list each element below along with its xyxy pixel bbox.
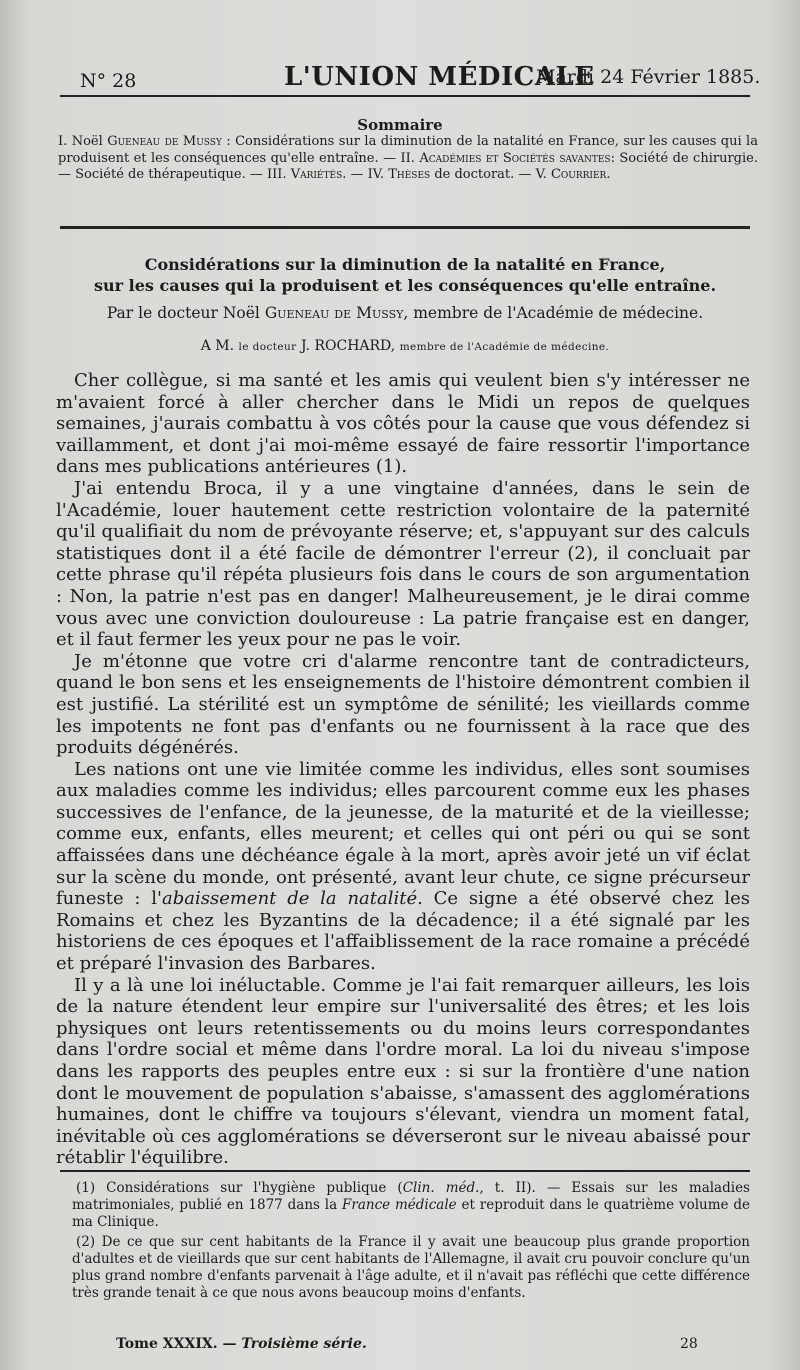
byline-suffix: , membre de l'Académie de médecine.: [403, 304, 704, 322]
paragraph-2: J'ai entendu Broca, il y a une vingtaine d'années, dans le sein de l'Académie, louer hautement cette restriction volontaire de la paternité qu'il qualifiait du nom de prévoyante réserve; et, s'appuyant sur des calculs statistiques dont il a été facile de démontrer l'erreur (2), il concluait par cette phrase qu'il répéta plusieurs fois dans le cours de son argumentation : Non, la patrie n'est pas en danger! Malheureusement, je le dirai comme vous avec une conviction douloureuse : La patrie française est en danger, et il faut fermer les yeux pour ne pas le voir.: [56, 477, 750, 651]
article-title-line-1: Considérations sur la diminution de la natalité en France,: [144, 255, 666, 274]
address-recipient: J. ROCHARD,: [301, 338, 396, 354]
footnote-1-text-mid: , t. II). — Essais sur les maladies matrimoniales, publié en 1877 dans la: [72, 1180, 750, 1213]
footer-volume-text: Tome XXXIX. —: [116, 1336, 237, 1352]
sommaire-item-4-label: Thèses: [388, 167, 431, 182]
footnote-1-text-end: et reproduit dans le quatrième volume de ma Clinique.: [72, 1197, 750, 1230]
footer-volume: [116, 1336, 367, 1352]
paragraph-4-text-end: . Ce signe a été observé chez les Romains et chez les Byzantins de la décadence; il a été signalé par les historiens de ces époques et l'affaiblissement de la race romaine a précédé et préparé l'invasion des Barbares.: [56, 888, 750, 975]
sommaire-item-1-number: I.: [58, 134, 68, 149]
paragraph-5: Il y a là une loi inéluctable. Comme je l'ai fait remarquer ailleurs, les lois de la nature étendent leur empire sur l'universalité des êtres; et les lois physiques ont leurs retentissements ou du moins leurs correspondantes dans l'ordre social et même dans l'ordre moral. La loi du niveau s'impose dans les rapports des peuples entre eux : si sur la frontière d'une nation dont le mouvement de population s'abaisse, s'amassent des agglomérations humaines, dont le chiffre va toujours s'élevant, viendra un moment fatal, inévitable où ces agglomérations se déverseront sur le niveau abaissé pour rétablir l'équilibre.: [56, 974, 750, 1169]
issue-number: N° 28: [80, 70, 137, 92]
paragraph-4-text: Les nations ont une vie limitée comme les individus, elles sont soumises aux maladies comme les individus; elles parcourent comme eux les phases successives de l'enfance, de la jeunesse, de la maturité et de la vieillesse; comme eux, enfants, elles meurent; et celles qui ont péri ou qui se sont affaissées dans une déchéance égale à la mort, après avoir jeté un vif éclat sur la scène du monde, ont présenté, avant leur chute, ce signe précurseur funeste : l': [56, 758, 750, 910]
article-title-line-2: sur les causes qui la produisent et les conséquences qu'elle entraîne.: [93, 276, 717, 295]
header-rule: [60, 95, 750, 97]
article-title: [60, 254, 750, 296]
byline-prefix: Par le docteur Noël: [106, 304, 260, 322]
sommaire-item-4-number: IV.: [367, 167, 385, 182]
sommaire-item-2-label: Académies et Sociétés savantes: [419, 150, 611, 166]
sommaire-list: [58, 134, 758, 184]
sommaire-item-5-label: Courrier.: [550, 167, 611, 182]
footnote-1-emphasis-2: France médicale: [342, 1197, 457, 1213]
issue-date: Mardi 24 Février 1885.: [536, 66, 761, 88]
byline-author: Gueneau de Mussy: [264, 304, 404, 322]
paragraph-4: [56, 759, 750, 975]
sommaire-item-4-text: de doctorat. —: [434, 167, 532, 182]
article-address: [60, 338, 750, 354]
address-title: le docteur: [238, 341, 297, 353]
sommaire-item-1-text: : Considérations sur la diminution de la natalité en France, sur les causes qui la produisent et les conséquences qu'elle entraîne. —: [58, 134, 758, 166]
sommaire-item-2-text: : Société de chirurgie. — Société de thérapeutique. —: [58, 150, 758, 182]
footnotes: [72, 1180, 750, 1305]
sommaire-item-1-author-first: Noël: [71, 134, 103, 149]
page-number: 28: [680, 1336, 698, 1352]
paragraph-3: Je m'étonne que votre cri d'alarme rencontre tant de contradicteurs, quand le bon sens et les enseignements de l'histoire démontrent combien il est justifié. La stérilité est un symptôme de sénilité; les vieillards comme les impotents ne font pas d'enfants ou ne fournissent à la race que des produits dégénérés.: [56, 650, 750, 759]
paragraph-1: Cher collègue, si ma santé et les amis qui veulent bien s'y intéresser ne m'avaient forcé à aller chercher dans le Midi un repos de quelques semaines, j'aurais combattu à vos côtés pour la cause que vous défendez si vaillamment, et dont j'ai moi-même essayé de faire ressortir l'importance dans mes publications antérieures (1).: [56, 370, 750, 478]
sommaire-heading: Sommaire: [357, 116, 443, 134]
sommaire-item-3-label: Variétés.: [290, 167, 347, 182]
footnote-1-text: (1) Considérations sur l'hygiène publique (: [76, 1180, 403, 1196]
sommaire-item-3-number: III.: [267, 167, 287, 182]
footnote-1: [72, 1180, 750, 1231]
sommaire-item-1-author: Gueneau de Mussy: [107, 134, 222, 149]
sommaire-item-3-separator: —: [350, 167, 364, 182]
address-prefix: A M.: [200, 338, 235, 354]
sommaire-item-5-number: V.: [535, 167, 547, 182]
paragraph-4-emphasis: abaissement de la natalité: [161, 888, 418, 910]
sommaire-item-2-number: II.: [400, 150, 415, 166]
footnote-2: (2) De ce que sur cent habitants de la France il y avait une beaucoup plus grande proportion d'adultes et de vieillards que sur cent habitants de l'Allemagne, il avait cru pouvoir conclure qu'un plus grand nombre d'enfants parvenait à l'âge adulte, et il n'avait pas réfléchi que cette différence très grande tenait à ce que nous avons beaucoup moins d'enfants.: [72, 1234, 750, 1301]
article-byline: [60, 304, 750, 322]
footnote-1-emphasis: Clin. méd.: [402, 1180, 480, 1196]
journal-title: L'UNION MÉDICALE: [284, 62, 595, 92]
article-body: [56, 370, 750, 1169]
sommaire-rule: [60, 226, 750, 229]
address-suffix: membre de l'Académie de médecine.: [399, 341, 610, 353]
footnote-rule: [60, 1170, 750, 1172]
footer-series: Troisième série.: [241, 1336, 367, 1352]
